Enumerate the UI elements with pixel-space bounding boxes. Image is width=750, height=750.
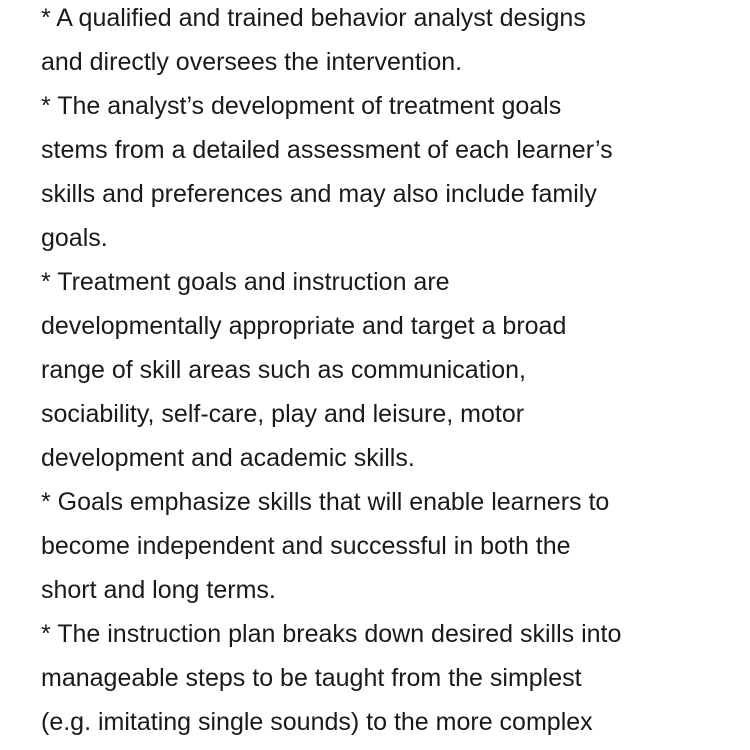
text-line: skills and preferences and may also include family	[41, 180, 597, 208]
text-line: * Goals emphasize skills that will enable learners to	[41, 488, 610, 516]
text-line: short and long terms.	[41, 576, 276, 604]
text-line: development and academic skills.	[41, 444, 415, 472]
text-line: * The analyst’s development of treatment goals	[41, 92, 562, 120]
text-line: goals.	[41, 224, 108, 252]
text-line: * Treatment goals and instruction are	[41, 268, 450, 296]
text-line: developmentally appropriate and target a broad	[41, 312, 567, 340]
text-line: become independent and successful in both the	[41, 532, 571, 560]
text-line: range of skill areas such as communication,	[41, 356, 526, 384]
text-line: manageable steps to be taught from the simplest	[41, 664, 582, 692]
text-line: * The instruction plan breaks down desired skills into	[41, 620, 622, 648]
text-line: sociability, self-care, play and leisure, motor	[41, 400, 525, 428]
text-line: (e.g. imitating single sounds) to the more complex	[41, 708, 593, 736]
text-line: * A qualified and trained behavior analyst designs	[41, 4, 586, 32]
document-body	[41, 0, 721, 744]
text-line: stems from a detailed assessment of each learner’s	[41, 136, 613, 164]
text-line: and directly oversees the intervention.	[41, 48, 463, 76]
